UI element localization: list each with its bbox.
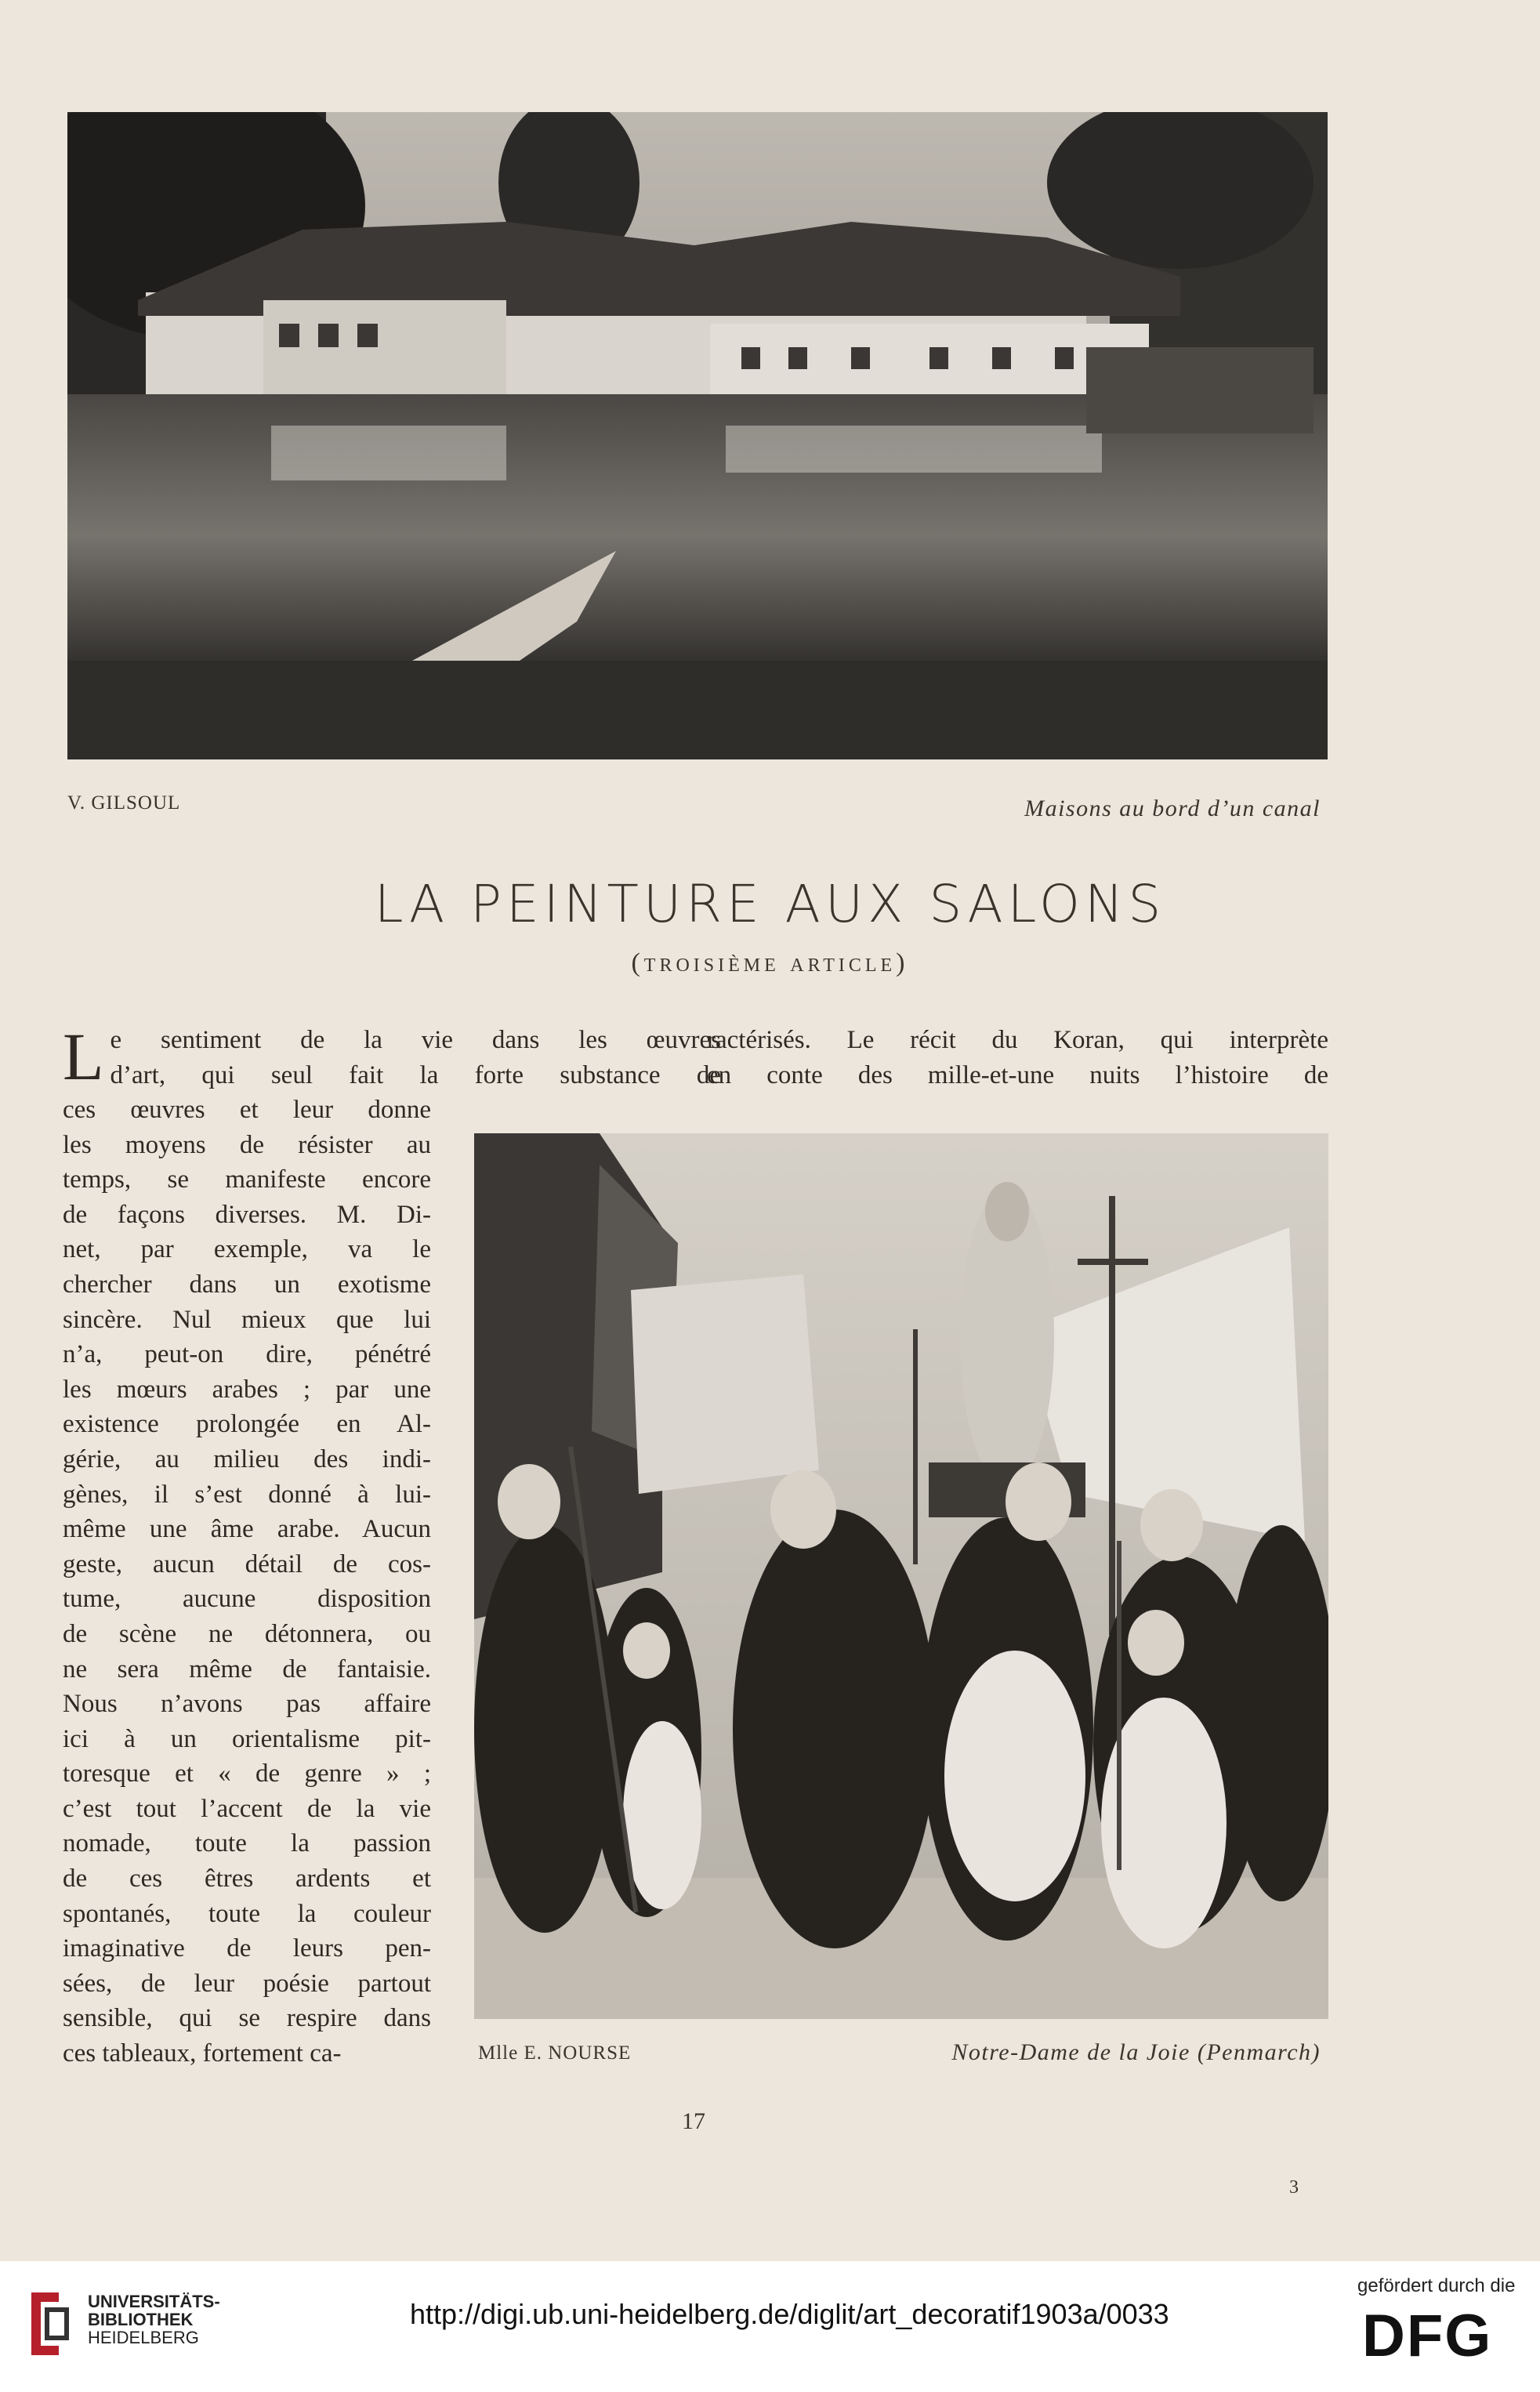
page-number: 17	[682, 2108, 705, 2134]
procession-painting-image	[474, 1133, 1328, 2019]
text-line: n’a, peut-on dire, pénétré	[63, 1340, 431, 1369]
text-line: nomade, toute la passion	[63, 1829, 431, 1858]
text-line: gènes, il s’est donné à lui-	[63, 1480, 431, 1509]
second-plate-credit: Mlle E. NOURSE	[478, 2042, 632, 2064]
library-name	[88, 2292, 220, 2347]
text-line: les mœurs arabes ; par une	[63, 1375, 431, 1404]
intro-line: e sentiment de la vie dans les œuvres	[110, 1026, 721, 1054]
text-line: ces œuvres et leur donne	[63, 1096, 431, 1124]
left-column	[63, 1019, 721, 1094]
text-line: imaginative de leurs pen-	[63, 1934, 431, 1963]
right-column	[707, 1023, 1328, 1093]
text-line: existence prolongée en Al-	[63, 1410, 431, 1439]
library-name-line: HEIDELBERG	[88, 2328, 199, 2347]
opening-paragraph	[63, 1019, 721, 1094]
left-narrow-column	[63, 1093, 431, 2071]
text-line: c’est tout l’accent de la vie	[63, 1794, 431, 1823]
intro-line: d’art, qui seul fait la forte substance de	[110, 1060, 721, 1089]
article-title: LA PEINTURE AUX SALONS	[374, 874, 1166, 934]
text-line: geste, aucun détail de cos-	[63, 1549, 431, 1578]
library-logo-icon	[24, 2285, 72, 2363]
text-line: spontanés, toute la couleur	[63, 1899, 431, 1928]
text-line: temps, se manifeste encore	[63, 1165, 431, 1194]
text-line: tume, aucune disposition	[63, 1585, 431, 1614]
funding-note: gefördert durch die	[1357, 2275, 1516, 2296]
text-line: de ces êtres ardents et	[63, 1865, 431, 1894]
dfg-logo: DFG	[1362, 2303, 1493, 2369]
text-line: sées, de leur poésie partout	[63, 1969, 431, 1998]
library-name-line: UNIVERSITÄTS-	[88, 2292, 220, 2311]
canal-painting-image	[67, 112, 1328, 759]
top-plate-caption: Maisons au bord d’un canal	[1024, 796, 1321, 821]
text-line: les moyens de résister au	[63, 1130, 431, 1159]
text-line: toresque et « de genre » ;	[63, 1760, 431, 1789]
text-line: Nous n’avons pas affaire	[63, 1690, 431, 1719]
text-line: sensible, qui se respire dans	[63, 2004, 431, 2033]
library-name-line: BIBLIOTHEK	[88, 2310, 194, 2329]
text-line: en conte des mille-et-une nuits l’histoire de	[707, 1060, 1328, 1089]
top-plate-credit: V. GILSOUL	[67, 792, 181, 814]
signature-mark: 3	[1289, 2177, 1299, 2198]
drop-cap: L	[63, 1019, 104, 1094]
procession-painting	[474, 1133, 1328, 2019]
text-line: net, par exemple, va le	[63, 1235, 431, 1264]
text-line: ici à un orientalisme pit-	[63, 1724, 431, 1753]
text-line: ces tableaux, fortement ca-	[63, 2039, 342, 2068]
text-line: chercher dans un exotisme	[63, 1270, 431, 1299]
article-subtitle: (troisième article)	[631, 948, 909, 977]
text-line: sincère. Nul mieux que lui	[63, 1305, 431, 1334]
text-line: de scène ne détonnera, ou	[63, 1619, 431, 1648]
source-url-link[interactable]: http://digi.ub.uni-heidelberg.de/diglit/art_decoratif1903a/0033	[410, 2298, 1169, 2330]
text-line: ne sera même de fantaisie.	[63, 1654, 431, 1683]
text-line: gérie, au milieu des indi-	[63, 1444, 431, 1473]
digitization-footer	[0, 2261, 1540, 2392]
text-line: même une âme arabe. Aucun	[63, 1515, 431, 1544]
text-line: de façons diverses. M. Di-	[63, 1200, 431, 1229]
canal-painting	[67, 112, 1328, 759]
text-line: ractérisés. Le récit du Koran, qui interprète	[707, 1026, 1328, 1054]
second-plate-caption: Notre-Dame de la Joie (Penmarch)	[951, 2039, 1321, 2065]
